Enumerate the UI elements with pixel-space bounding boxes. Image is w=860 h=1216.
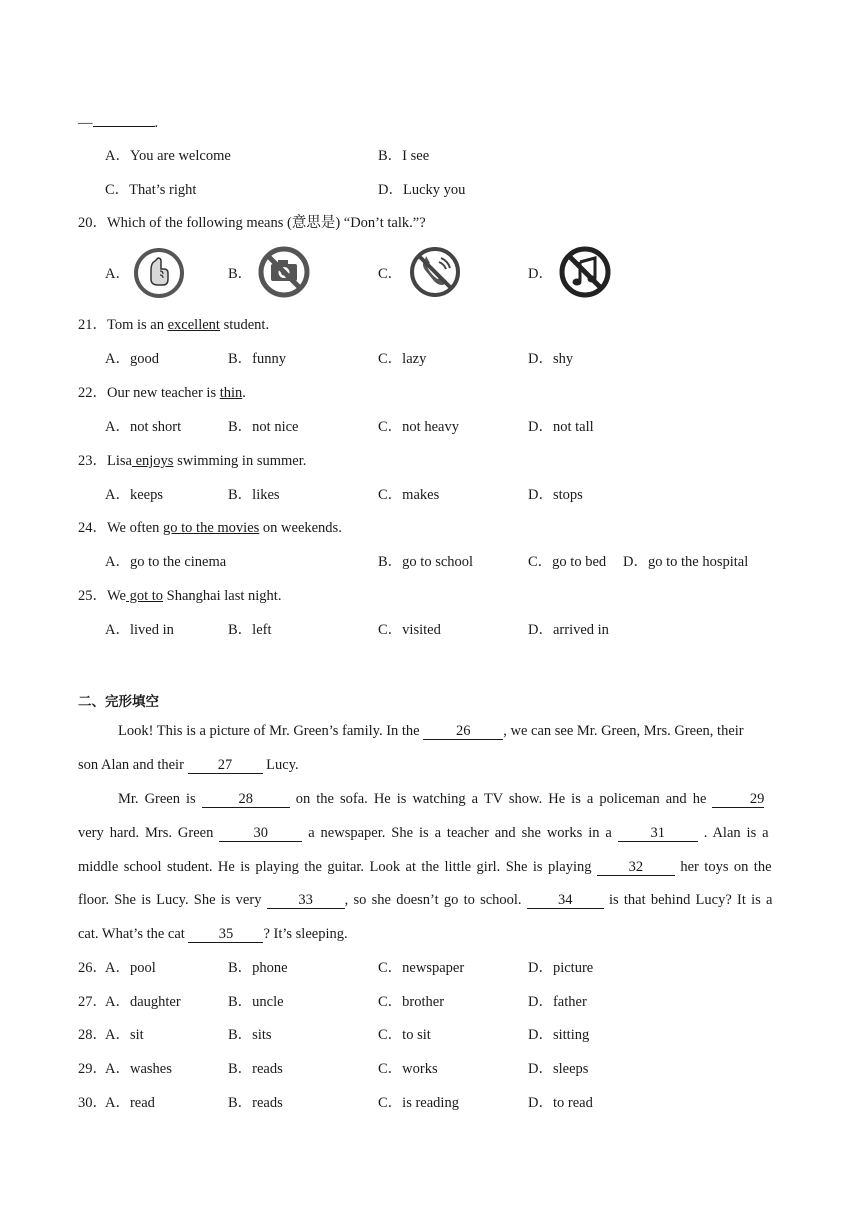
q27-option-d[interactable]: D．father [528,994,587,1010]
q29-option-d[interactable]: D．sleeps [528,1061,589,1077]
answer-blank-29[interactable]: 29 [712,792,764,808]
q25-option-c[interactable]: C．visited [378,622,441,638]
q30-option-c[interactable]: C．is reading [378,1095,459,1111]
q19-option-b[interactable]: B．I see [378,148,430,164]
q27-number: 27． [78,994,107,1010]
q28-number: 28． [78,1027,107,1043]
q24-option-b[interactable]: B．go to school [378,554,474,570]
q26-option-d[interactable]: D．picture [528,960,594,976]
answer-blank-34[interactable]: 34 [527,893,604,909]
q30-option-b[interactable]: B．reads [228,1095,283,1111]
q27-option-c[interactable]: C．brother [378,994,445,1010]
q24-option-d[interactable]: D．go to the hospital [623,554,749,570]
q21-stem: 21．Tom is an excellent student. [78,317,270,333]
answer-blank-32[interactable]: 32 [597,860,675,876]
q21-option-c[interactable]: C．lazy [378,351,427,367]
q21-option-d[interactable]: D．shy [528,351,574,367]
q29-option-b[interactable]: B．reads [228,1061,283,1077]
no-photography-icon [257,245,311,299]
q29-option-c[interactable]: C．works [378,1061,438,1077]
q19-option-d[interactable]: D．Lucky you [378,182,466,198]
silence-finger-on-lips-icon [133,247,185,299]
q26-option-a[interactable]: A．pool [105,960,156,976]
q22-option-a[interactable]: A．not short [105,419,182,435]
passage-line: middle school student. He is playing the guitar. Look at the little girl. She is playing 32 her toys on the [78,859,772,875]
passage-line: Mr. Green is 28 on the sofa. He is watching a TV show. He is a policeman and he 29 [118,791,765,807]
q23-stem: 23．Lisa enjoys swimming in summer. [78,453,307,469]
passage-line: son Alan and their 27 Lucy. [78,757,299,773]
q28-option-a[interactable]: A．sit [105,1027,144,1043]
q22-option-c[interactable]: C．not heavy [378,419,459,435]
q27-option-b[interactable]: B．uncle [228,994,284,1010]
q19-option-c[interactable]: C．That’s right [105,182,197,198]
q23-option-a[interactable]: A．keeps [105,487,163,503]
q22-stem: 22．Our new teacher is thin. [78,385,246,401]
q30-option-a[interactable]: A．read [105,1095,155,1111]
q20-option-d[interactable]: D． [528,266,553,282]
q19-option-a[interactable]: A．You are welcome [105,148,231,164]
answer-blank-28[interactable]: 28 [202,792,290,808]
q22-option-b[interactable]: B．not nice [228,419,299,435]
q24-option-c[interactable]: C．go to bed [528,554,607,570]
passage-line: very hard. Mrs. Green 30 a newspaper. She is a teacher and she works in a 31 . Alan is a [78,825,769,841]
passage-line: cat. What’s the cat 35 ? It’s sleeping. [78,926,348,942]
no-phone-icon [408,245,462,299]
section-title: 二、完形填空 [78,694,159,710]
q25-option-a[interactable]: A．lived in [105,622,174,638]
answer-blank [93,126,155,127]
q25-option-d[interactable]: D．arrived in [528,622,609,638]
q23-option-c[interactable]: C．makes [378,487,440,503]
passage-line: Look! This is a picture of Mr. Green’s family. In the 26 , we can see Mr. Green, Mrs. Green, their [118,723,744,739]
q26-number: 26． [78,960,107,976]
no-music-icon [558,245,612,299]
q20-option-a[interactable]: A． [105,266,130,282]
q23-option-d[interactable]: D．stops [528,487,583,503]
answer-blank-26[interactable]: 26 [423,724,503,740]
answer-blank-31[interactable]: 31 [618,826,698,842]
answer-blank-35[interactable]: 35 [188,927,263,943]
passage-line: floor. She is Lucy. She is very 33 , so she doesn’t go to school. 34 is that behind Lucy? It is a [78,892,773,908]
q20-stem: 20．Which of the following means (意思是) “Don’t talk.”? [78,215,426,231]
q25-stem: 25．We got to Shanghai last night. [78,588,282,604]
answer-blank-33[interactable]: 33 [267,893,345,909]
q19-stem: — . [78,115,159,131]
q24-stem: 24．We often go to the movies on weekends. [78,520,342,536]
q25-option-b[interactable]: B．left [228,622,272,638]
q29-option-a[interactable]: A．washes [105,1061,172,1077]
q23-option-b[interactable]: B．likes [228,487,280,503]
q29-number: 29． [78,1061,107,1077]
q26-option-c[interactable]: C．newspaper [378,960,465,976]
q28-option-b[interactable]: B．sits [228,1027,272,1043]
q20-option-c[interactable]: C． [378,266,403,282]
q21-option-b[interactable]: B．funny [228,351,286,367]
q28-option-c[interactable]: C．to sit [378,1027,431,1043]
answer-blank-30[interactable]: 30 [219,826,302,842]
q28-option-d[interactable]: D．sitting [528,1027,590,1043]
q27-option-a[interactable]: A．daughter [105,994,181,1010]
answer-blank-27[interactable]: 27 [188,758,263,774]
q22-option-d[interactable]: D．not tall [528,419,594,435]
q26-option-b[interactable]: B．phone [228,960,288,976]
q30-number: 30． [78,1095,107,1111]
q30-option-d[interactable]: D．to read [528,1095,593,1111]
q20-option-b[interactable]: B． [228,266,253,282]
q21-option-a[interactable]: A．good [105,351,159,367]
q24-option-a[interactable]: A．go to the cinema [105,554,227,570]
